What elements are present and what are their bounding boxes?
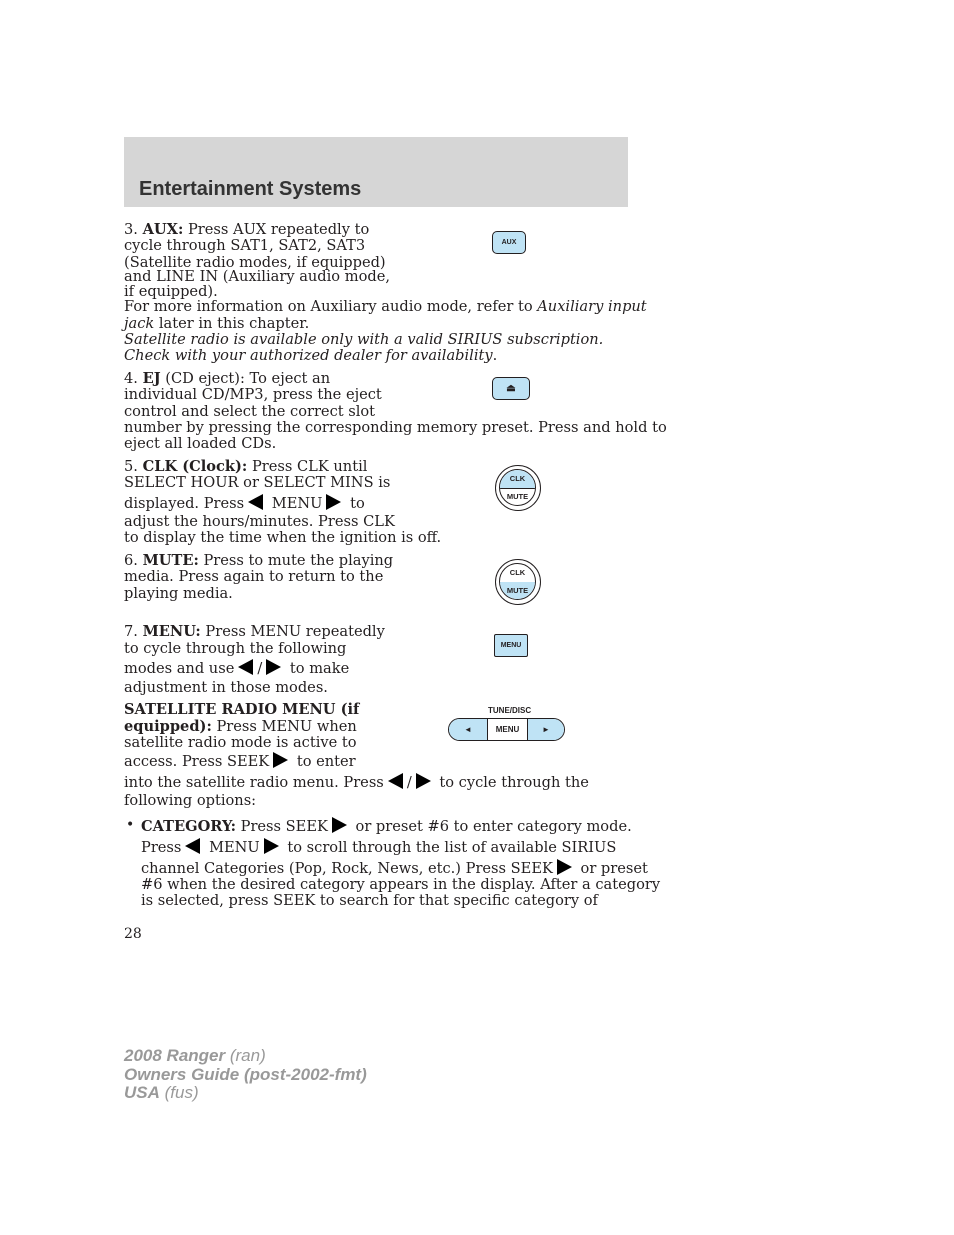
right-arrow-icon	[266, 659, 281, 675]
item3-line2: cycle through SAT1, SAT2, SAT3	[124, 237, 366, 254]
item3-note2: Check with your authorized dealer for availability.	[124, 347, 498, 364]
item6-line2: media. Press again to return to the	[124, 568, 384, 585]
item3-line5: if equipped).	[124, 283, 218, 300]
item3-line1: 3. AUX: Press AUX repeatedly to	[124, 221, 370, 238]
left-arrow-icon	[238, 659, 253, 675]
cat-line1: CATEGORY: Press SEEK or preset #6 to enter category mode.	[141, 818, 632, 835]
item5-line4: adjust the hours/minutes. Press CLK	[124, 513, 395, 530]
eject-button	[492, 377, 530, 400]
item7-line2: to cycle through the following	[124, 640, 347, 657]
item4-line5: eject all loaded CDs.	[124, 435, 277, 452]
page-number: 28	[124, 926, 142, 942]
section-title: Entertainment Systems	[139, 178, 362, 200]
right-arrow-icon	[557, 859, 572, 875]
section-header	[124, 137, 628, 207]
item3-line4: and LINE IN (Auxiliary audio mode,	[124, 268, 390, 285]
menu-button: MENU	[494, 634, 528, 657]
item3-note1: Satellite radio is available only with a valid SIRIUS subscription.	[124, 331, 604, 348]
item4-line2: individual CD/MP3, press the eject	[124, 386, 382, 403]
clk-mute-button-mute	[495, 559, 541, 605]
item4-line1: 4. EJ (CD eject): To eject an	[124, 370, 331, 387]
sat-line2: equipped): Press MENU when	[124, 718, 357, 735]
item6-line1: 6. MUTE: Press to mute the playing	[124, 552, 394, 569]
footer-line3: USA (fus)	[124, 1083, 199, 1102]
left-arrow-icon	[185, 838, 200, 854]
cat-line2: Press MENU to scroll through the list of available SIRIUS	[141, 839, 617, 856]
right-arrow-icon	[326, 494, 341, 510]
right-arrow-icon	[416, 773, 431, 789]
aux-button: AUX	[492, 231, 526, 254]
eject-icon: ⏏	[506, 383, 516, 394]
cat-line3: channel Categories (Pop, Rock, News, etc.) Press SEEK or preset	[141, 860, 648, 877]
tune-left-icon: ◄	[449, 719, 488, 740]
document-footer	[124, 1047, 367, 1103]
right-arrow-icon	[264, 838, 279, 854]
mute-label: MUTE	[500, 582, 535, 600]
item3-line3: (Satellite radio modes, if equipped)	[124, 254, 386, 271]
clk-label: CLK	[500, 470, 535, 489]
footer-line2: Owners Guide (post-2002-fmt)	[124, 1064, 367, 1084]
cat-line4: #6 when the desired category appears in the display. After a category	[141, 876, 661, 893]
item5-line5: to display the time when the ignition is off.	[124, 529, 442, 546]
item4-line3: control and select the correct slot	[124, 403, 376, 420]
mute-label: MUTE	[506, 491, 529, 501]
right-arrow-icon	[332, 817, 347, 833]
item7-line4: adjustment in those modes.	[124, 679, 328, 696]
bullet-icon: •	[126, 817, 135, 833]
tune-disc-control	[448, 718, 565, 741]
item3-line7: jack later in this chapter.	[124, 315, 310, 332]
item7-line1: 7. MENU: Press MENU repeatedly	[124, 623, 385, 640]
clk-label: CLK	[500, 564, 535, 583]
item6-line3: playing media.	[124, 585, 233, 602]
sat-line6: following options:	[124, 792, 257, 809]
left-arrow-icon	[388, 773, 403, 789]
left-arrow-icon	[248, 494, 263, 510]
item4-line4: number by pressing the corresponding memory preset. Press and hold to	[124, 419, 667, 436]
clk-mute-button-clk	[495, 465, 541, 511]
footer-line1: 2008 Ranger (ran)	[124, 1046, 266, 1065]
tune-right-icon: ►	[528, 719, 564, 740]
item5-line2: SELECT HOUR or SELECT MINS is	[124, 474, 391, 491]
item7-line3: modes and use / to make	[124, 660, 350, 677]
sat-line4: access. Press SEEK to enter	[124, 753, 356, 770]
sat-line3: satellite radio mode is active to	[124, 734, 357, 751]
item3-line6: For more information on Auxiliary audio mode, refer to Auxiliary input	[124, 298, 647, 315]
item5-line3: displayed. Press MENU to	[124, 495, 365, 512]
cat-line5: is selected, press SEEK to search for that specific category of	[141, 892, 598, 909]
item5-line1: 5. CLK (Clock): Press CLK until	[124, 458, 368, 475]
tune-disc-label: TUNE/DISC	[488, 706, 532, 715]
tune-menu-label: MENU	[488, 719, 528, 740]
right-arrow-icon	[273, 752, 288, 768]
sat-line1: SATELLITE RADIO MENU (if	[124, 701, 360, 718]
sat-line5: into the satellite radio menu. Press / to cycle through the	[124, 774, 589, 791]
